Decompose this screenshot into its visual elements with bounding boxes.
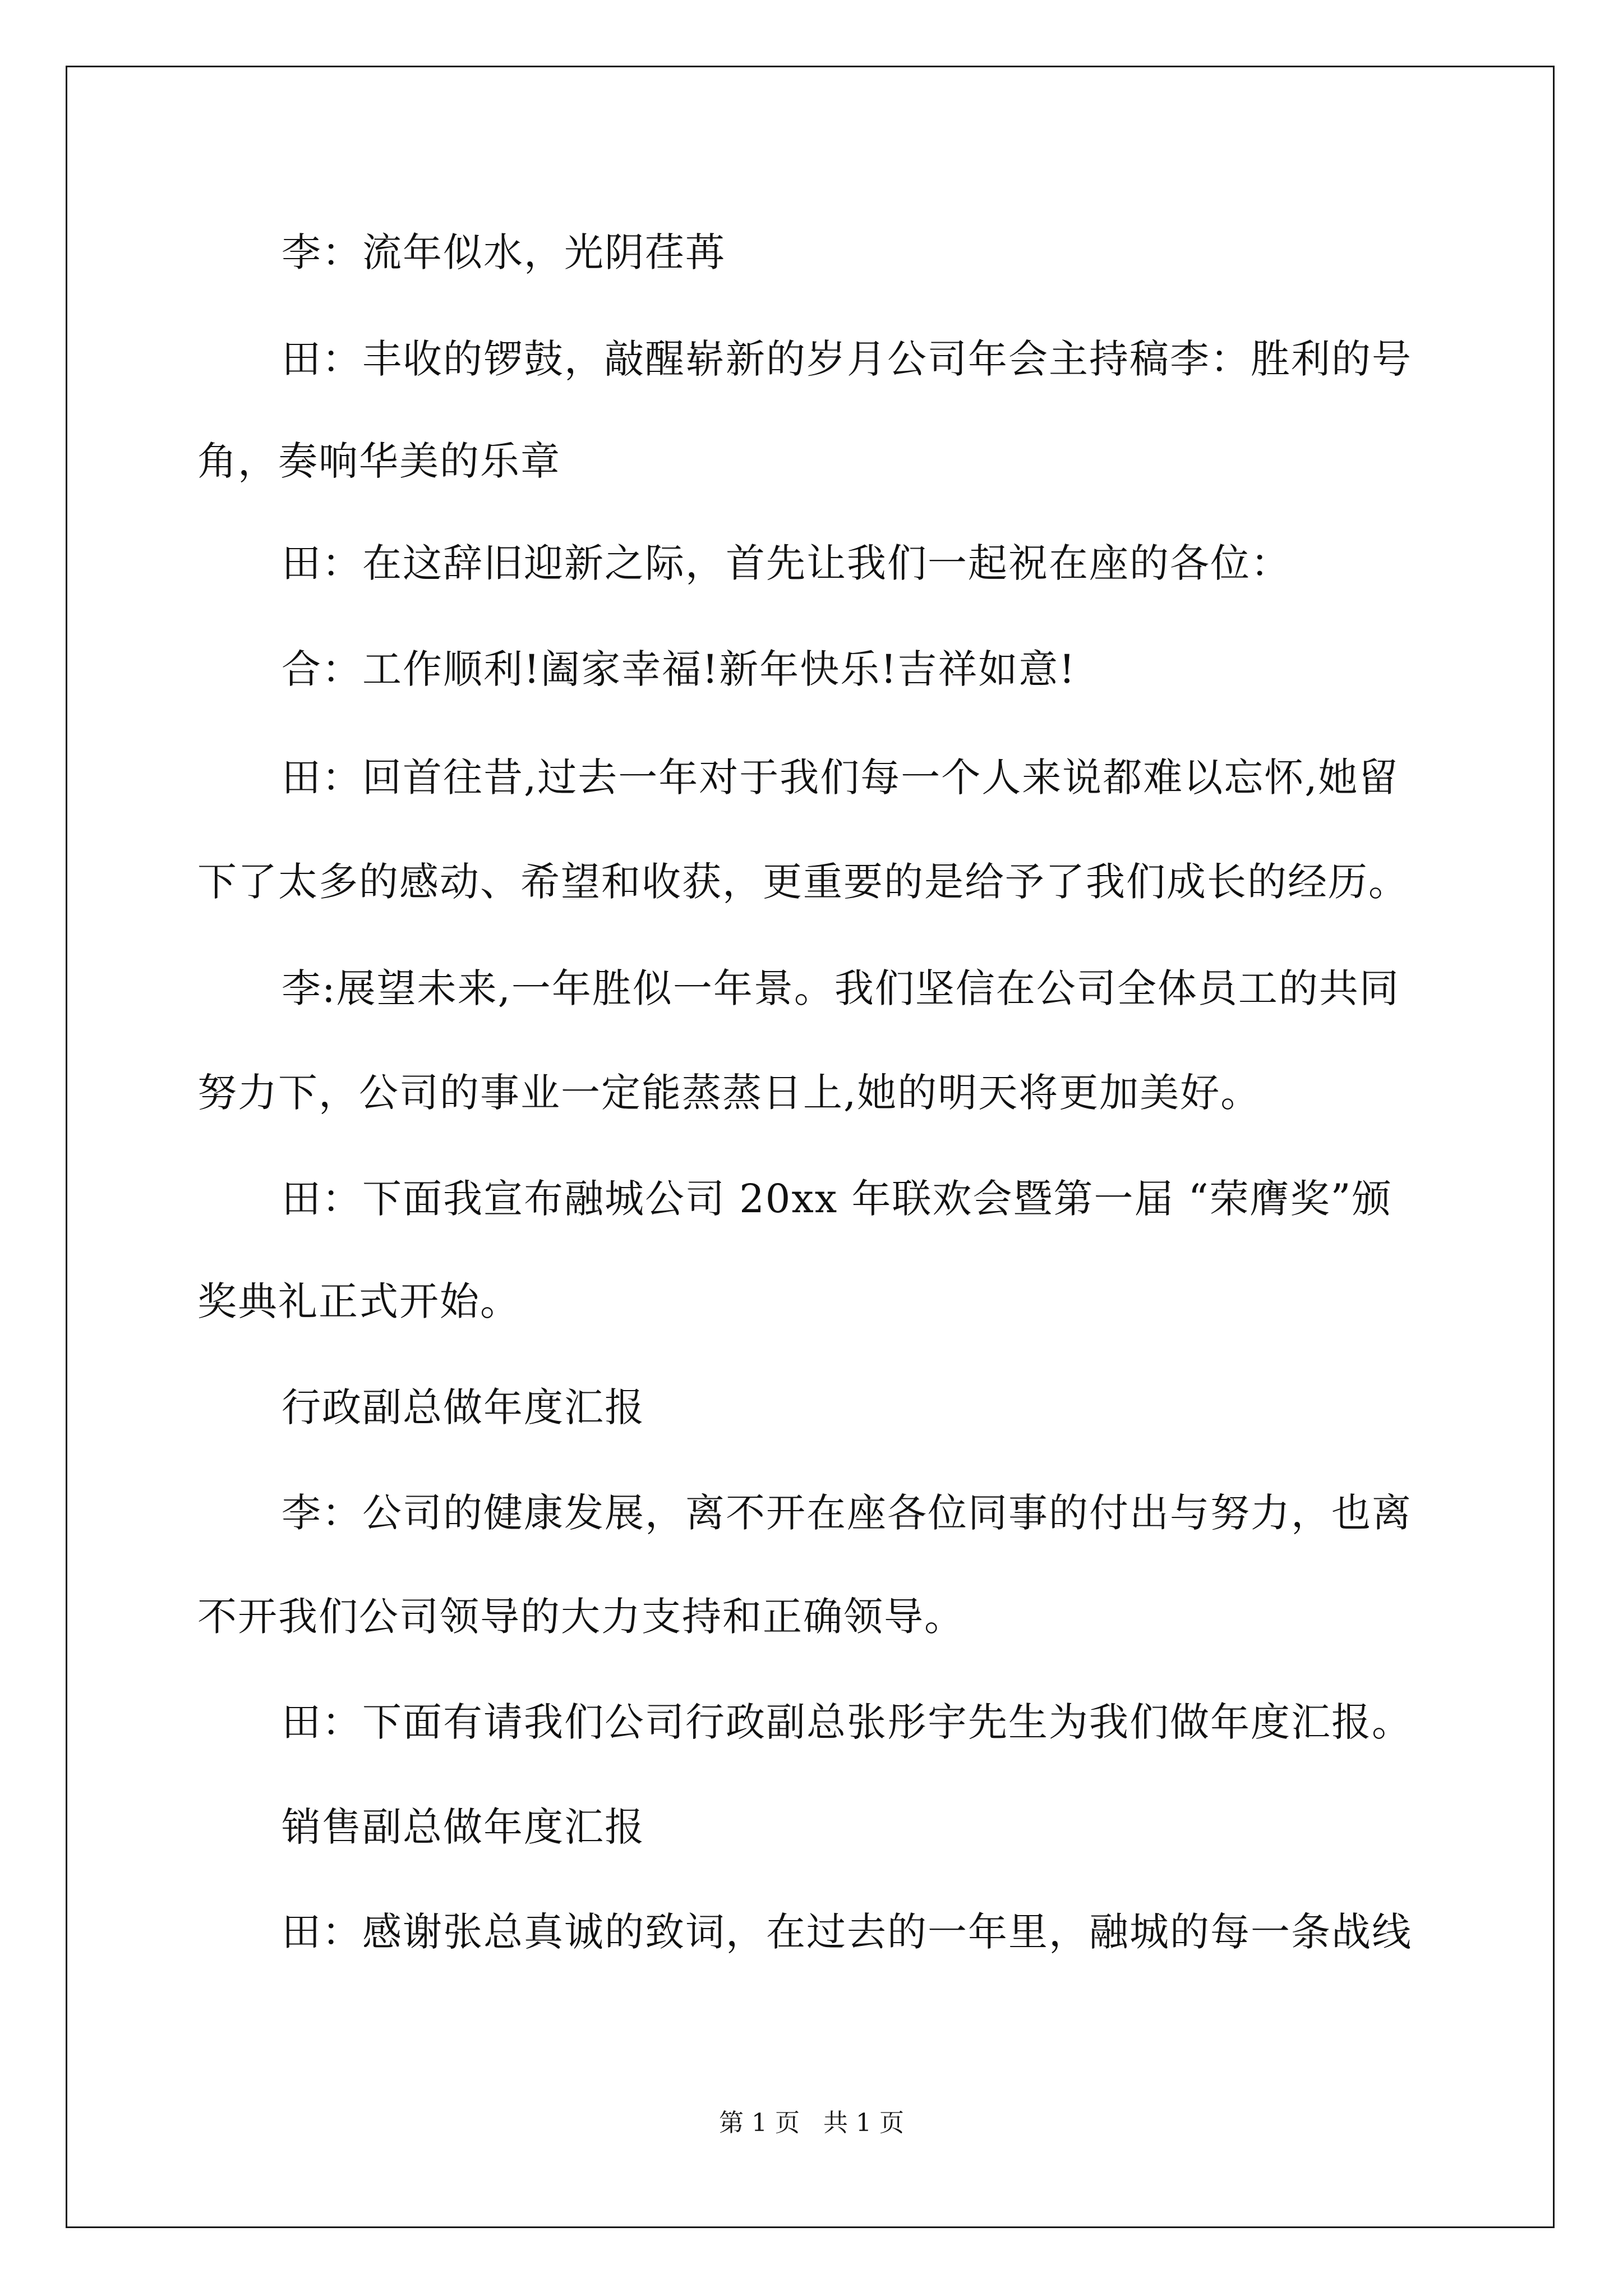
paragraph-line: 销售副总做年度汇报 — [282, 1804, 645, 1850]
paragraph-line: 田：下面我宣布融城公司 20xx 年联欢会暨第一届 “荣膺奖”颁 — [282, 1176, 1393, 1222]
paragraph-line: 不开我们公司领导的大力支持和正确领导。 — [197, 1594, 965, 1640]
paragraph-line: 田：丰收的锣鼓，敲醒崭新的岁月公司年会主持稿李：胜利的号 — [282, 336, 1412, 382]
paragraph-line: 努力下，公司的事业一定能蒸蒸日上,她的明天将更加美好。 — [197, 1070, 1261, 1116]
paragraph-line: 李：公司的健康发展，离不开在座各位同事的付出与努力，也离 — [282, 1490, 1412, 1536]
paragraph-line: 田：感谢张总真诚的致词，在过去的一年里，融城的每一条战线 — [282, 1909, 1412, 1955]
page-number-footer: 第 1 页 共 1 页 — [719, 2109, 904, 2137]
paragraph-line: 角，奏响华美的乐章 — [197, 438, 561, 484]
paragraph-line: 田：下面有请我们公司行政副总张彤宇先生为我们做年度汇报。 — [282, 1699, 1412, 1745]
paragraph-line: 田：在这辞旧迎新之际，首先让我们一起祝在座的各位： — [282, 540, 1291, 586]
paragraph-line: 奖典礼正式开始。 — [197, 1278, 520, 1324]
paragraph-line: 李：流年似水，光阴荏苒 — [282, 229, 726, 275]
paragraph-line: 行政副总做年度汇报 — [282, 1384, 645, 1430]
paragraph-line: 合：工作顺利!阖家幸福!新年快乐!吉祥如意! — [282, 646, 1076, 692]
paragraph-line: 李:展望未来,一年胜似一年景。我们坚信在公司全体员工的共同 — [282, 965, 1400, 1011]
paragraph-line: 田：回首往昔,过去一年对于我们每一个人来说都难以忘怀,她留 — [282, 754, 1399, 800]
paragraph-line: 下了太多的感动、希望和收获，更重要的是给予了我们成长的经历。 — [197, 859, 1409, 905]
